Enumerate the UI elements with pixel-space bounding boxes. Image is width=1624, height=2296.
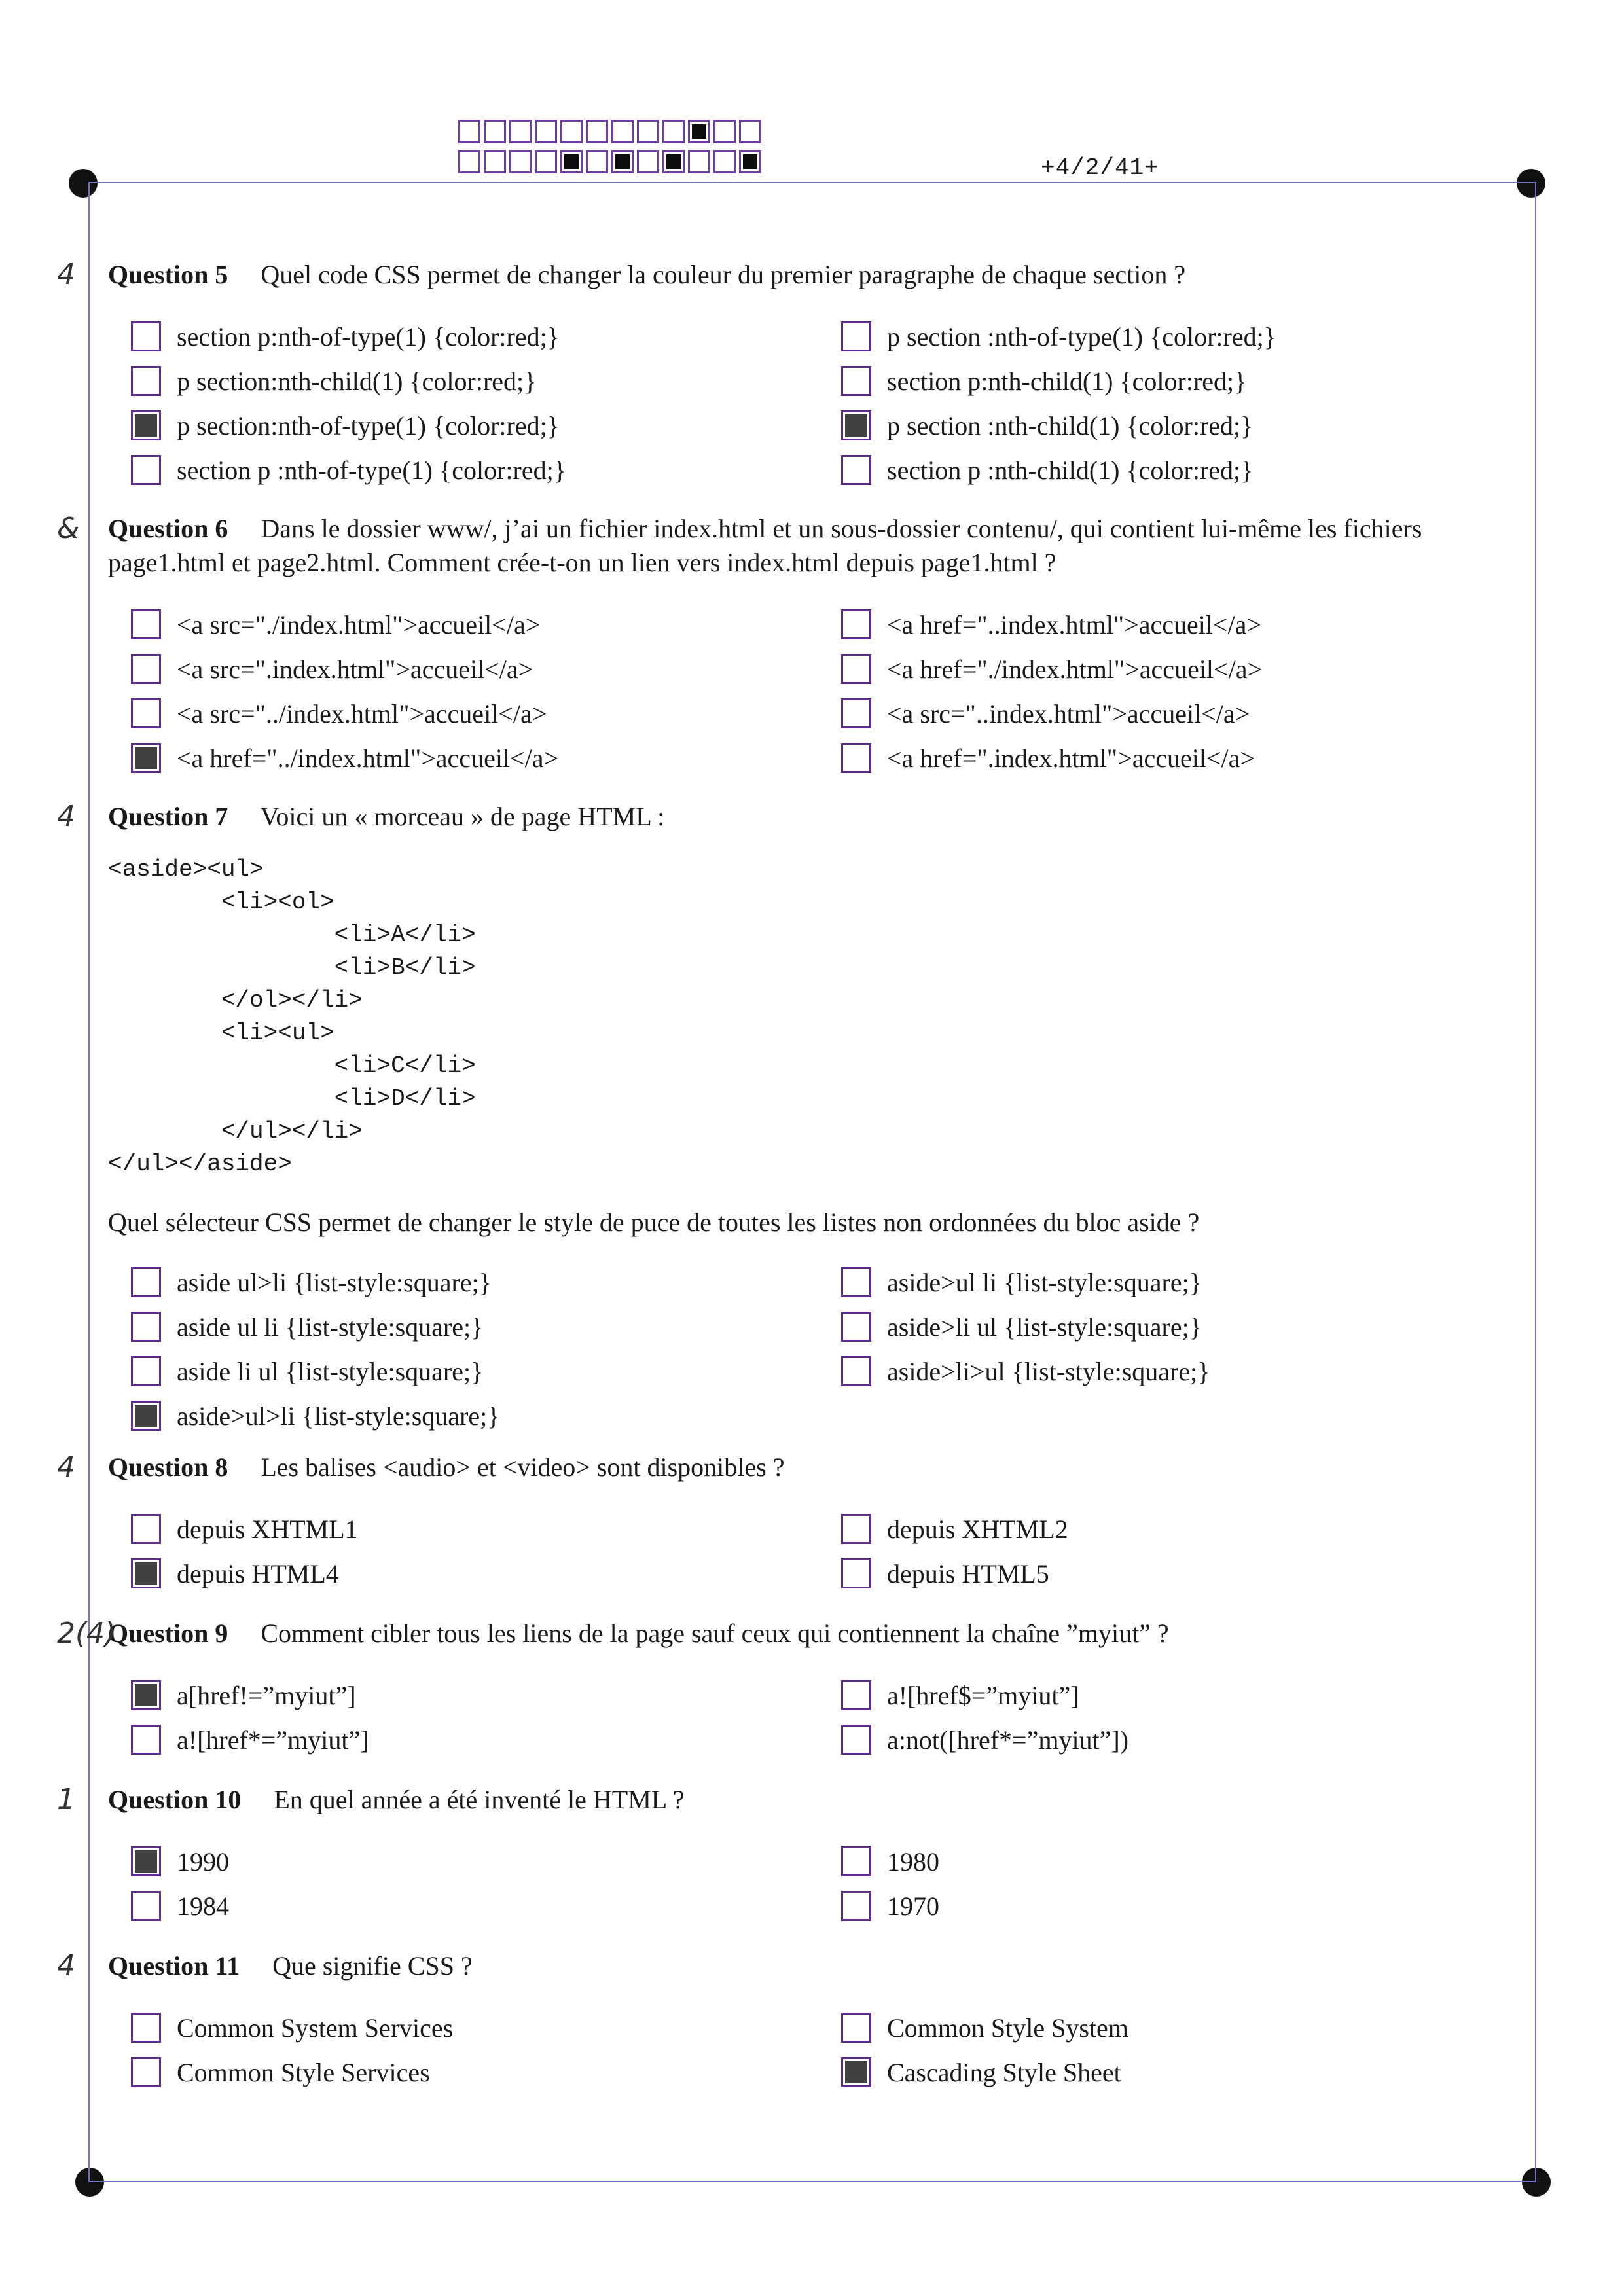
option-label: section p :nth-child(1) {color:red;} [887, 455, 1254, 485]
checkbox[interactable] [131, 455, 161, 485]
checkbox[interactable] [841, 743, 871, 773]
id-grid-fill [615, 154, 630, 169]
option-label: aside ul>li {list-style:square;} [177, 1267, 492, 1297]
option-label: 1970 [887, 1891, 939, 1921]
answer-option [108, 651, 818, 687]
id-grid-cell[interactable] [739, 120, 761, 143]
option-label: aside li ul {list-style:square;} [177, 1356, 484, 1386]
answer-option [108, 1511, 818, 1547]
answer-option [818, 1308, 1528, 1345]
option-label: p section :nth-of-type(1) {color:red;} [887, 321, 1276, 351]
answer-option [108, 363, 818, 399]
checkbox[interactable] [131, 698, 161, 728]
page-code: +4/2/41+ [1041, 154, 1159, 181]
option-label: aside>ul>li {list-style:square;} [177, 1401, 500, 1431]
id-grid-cell[interactable] [484, 150, 506, 173]
option-label: p section :nth-child(1) {color:red;} [887, 410, 1254, 440]
option-label: Common Style Services [177, 2057, 430, 2087]
id-grid-cell[interactable] [509, 120, 532, 143]
option-label: <a src=".index.html">accueil</a> [177, 654, 533, 684]
checkbox[interactable] [841, 1725, 871, 1755]
question-header [108, 258, 1528, 292]
checkbox[interactable] [841, 321, 871, 351]
checked-checkbox[interactable] [131, 1680, 161, 1710]
checkbox[interactable] [131, 1356, 161, 1386]
question-number: Question 11 [108, 1951, 240, 1981]
answer-option [818, 452, 1528, 488]
option-label: depuis XHTML2 [887, 1514, 1068, 1544]
question-header [108, 1450, 1528, 1484]
id-grid-cell[interactable] [560, 120, 583, 143]
checkbox[interactable] [841, 1891, 871, 1921]
id-grid-cell[interactable] [713, 120, 736, 143]
answer-option [818, 363, 1528, 399]
checkbox[interactable] [131, 1514, 161, 1544]
option-label: <a href="./index.html">accueil</a> [887, 654, 1263, 684]
question-header [108, 512, 1528, 580]
option-label: a![href$=”myiut”] [887, 1680, 1079, 1710]
checkbox[interactable] [131, 1312, 161, 1342]
answer-option [108, 2054, 818, 2090]
question-9 [57, 1617, 1528, 1758]
checkbox[interactable] [841, 1312, 871, 1342]
question-text: En quel année a été inventé le HTML ? [274, 1785, 685, 1814]
id-grid-cell[interactable] [458, 150, 480, 173]
student-id-grid [458, 120, 765, 180]
id-grid-fill [666, 154, 681, 169]
id-grid-cell[interactable] [637, 120, 659, 143]
question-text: Quel code CSS permet de changer la couleur du premier paragraphe de chaque section ? [261, 260, 1186, 289]
option-label: aside>li ul {list-style:square;} [887, 1312, 1202, 1342]
question-header [108, 800, 1528, 834]
option-label: <a src="../index.html">accueil</a> [177, 698, 547, 728]
question-number: Question 6 [108, 514, 228, 543]
id-grid-fill [692, 124, 706, 139]
checked-checkbox[interactable] [131, 743, 161, 773]
answer-option [818, 651, 1528, 687]
answer-option [108, 606, 818, 643]
option-label: <a href="../index.html">accueil</a> [177, 743, 559, 773]
checkbox[interactable] [131, 1891, 161, 1921]
answer-option [818, 1555, 1528, 1592]
answer-option [818, 606, 1528, 643]
answer-option [818, 1397, 1528, 1434]
id-grid-cell[interactable] [560, 150, 583, 173]
checked-checkbox[interactable] [841, 410, 871, 440]
checkbox[interactable] [131, 1725, 161, 1755]
option-label: section p:nth-child(1) {color:red;} [887, 366, 1247, 396]
question-header [108, 1949, 1528, 1983]
checkbox[interactable] [131, 609, 161, 639]
checkbox[interactable] [841, 1680, 871, 1710]
option-label: depuis XHTML1 [177, 1514, 358, 1544]
checkbox[interactable] [841, 1356, 871, 1386]
id-grid-cell[interactable] [458, 120, 480, 143]
answer-option [818, 1721, 1528, 1758]
answer-option [108, 1888, 818, 1924]
answer-option [818, 1888, 1528, 1924]
answer-option [108, 1555, 818, 1592]
answer-options [108, 318, 1528, 488]
answer-option [818, 1843, 1528, 1880]
answer-option [108, 695, 818, 732]
answer-options [108, 1677, 1528, 1758]
grader-mark: 4 [57, 1949, 75, 1982]
option-label: <a src="./index.html">accueil</a> [177, 609, 541, 639]
checked-checkbox[interactable] [131, 1558, 161, 1588]
option-label: a:not([href*=”myiut”]) [887, 1725, 1129, 1755]
id-grid-cell[interactable] [688, 150, 710, 173]
checkbox[interactable] [841, 609, 871, 639]
id-grid-cell[interactable] [509, 150, 532, 173]
question-8 [57, 1450, 1528, 1592]
question-10 [57, 1783, 1528, 1924]
answer-option [818, 740, 1528, 776]
answer-option [818, 2054, 1528, 2090]
answer-option [818, 407, 1528, 444]
option-label: 1984 [177, 1891, 229, 1921]
question-number: Question 5 [108, 260, 228, 289]
question-header [108, 1617, 1528, 1651]
question-number: Question 7 [108, 802, 228, 831]
answer-option [818, 1677, 1528, 1713]
answer-options [108, 2009, 1528, 2090]
option-label: depuis HTML4 [177, 1558, 339, 1588]
checkbox[interactable] [131, 654, 161, 684]
answer-option [108, 740, 818, 776]
option-label: <a src="..index.html">accueil</a> [887, 698, 1250, 728]
checkbox[interactable] [131, 321, 161, 351]
option-label: depuis HTML5 [887, 1558, 1049, 1588]
question-7 [57, 800, 1528, 1434]
checkbox[interactable] [131, 2013, 161, 2043]
checkbox[interactable] [841, 698, 871, 728]
grader-mark: 4 [57, 800, 75, 833]
grader-mark: 4 [57, 258, 75, 291]
checked-checkbox[interactable] [131, 1846, 161, 1876]
answer-option [108, 2009, 818, 2046]
option-label: aside>li>ul {list-style:square;} [887, 1356, 1210, 1386]
checkbox[interactable] [131, 2057, 161, 2087]
answer-option [108, 1308, 818, 1345]
question-11 [57, 1949, 1528, 2090]
answer-options [108, 606, 1528, 776]
question-text: Comment cibler tous les liens de la page sauf ceux qui contiennent la chaîne ”myiut” ? [261, 1619, 1169, 1648]
id-grid-cell[interactable] [586, 150, 608, 173]
question-prompt: Quel sélecteur CSS permet de changer le style de puce de toutes les listes non ordonnées du bloc aside ? [108, 1208, 1200, 1237]
question-text: Dans le dossier www/, j’ai un fichier index.html et un sous-dossier contenu/, qui contient lui-même les fichiers page1.html et page2.html. Comment crée-t-on un lien vers index.html depuis page1.html ? [108, 514, 1422, 577]
checkbox[interactable] [841, 1514, 871, 1544]
id-grid-cell[interactable] [484, 120, 506, 143]
checkbox[interactable] [841, 366, 871, 396]
id-grid-cell[interactable] [739, 150, 761, 173]
grader-mark: 4 [57, 1450, 75, 1484]
answer-option [108, 318, 818, 355]
checked-checkbox[interactable] [841, 2057, 871, 2087]
id-grid-cell[interactable] [688, 120, 710, 143]
question-text: Voici un « morceau » de page HTML : [260, 802, 665, 831]
question-text: Que signifie CSS ? [272, 1951, 473, 1981]
id-grid-row-1 [458, 120, 765, 147]
id-grid-cell[interactable] [535, 150, 557, 173]
answer-option [108, 1843, 818, 1880]
option-label: Common System Services [177, 2013, 454, 2043]
option-label: section p:nth-of-type(1) {color:red;} [177, 321, 560, 351]
option-label: section p :nth-of-type(1) {color:red;} [177, 455, 566, 485]
checkbox[interactable] [841, 1558, 871, 1588]
question-number: Question 9 [108, 1619, 228, 1648]
id-grid-cell[interactable] [611, 150, 634, 173]
checkbox[interactable] [131, 1267, 161, 1297]
answer-option [108, 1264, 818, 1300]
answer-option [108, 1397, 818, 1434]
option-label: a![href*=”myiut”] [177, 1725, 369, 1755]
answer-option [818, 1264, 1528, 1300]
checked-checkbox[interactable] [131, 410, 161, 440]
option-label: aside>ul li {list-style:square;} [887, 1267, 1202, 1297]
answer-option [818, 318, 1528, 355]
id-grid-row-2 [458, 150, 765, 177]
html-code-snippet: <aside><ul> <li><ol> <li>A</li> <li>B</li> </ol></li> <li><ul> <li>C</li> <li>D</li> </ul></li> </ul></aside> [108, 856, 476, 1177]
id-grid-cell[interactable] [713, 150, 736, 173]
answer-option [108, 1677, 818, 1713]
checkbox[interactable] [841, 1846, 871, 1876]
question-number: Question 10 [108, 1785, 242, 1814]
answer-option [108, 1353, 818, 1390]
checkbox[interactable] [841, 455, 871, 485]
id-grid-cell[interactable] [535, 120, 557, 143]
question-header [108, 1783, 1528, 1817]
option-label: Cascading Style Sheet [887, 2057, 1121, 2087]
answer-option [108, 407, 818, 444]
id-grid-fill [743, 154, 757, 169]
checkbox[interactable] [841, 654, 871, 684]
option-label: 1990 [177, 1846, 229, 1876]
id-grid-cell[interactable] [662, 150, 685, 173]
checkbox[interactable] [841, 2013, 871, 2043]
option-label: p section:nth-child(1) {color:red;} [177, 366, 537, 396]
checked-checkbox[interactable] [131, 1401, 161, 1431]
option-label: <a href=".index.html">accueil</a> [887, 743, 1255, 773]
option-label: 1980 [887, 1846, 939, 1876]
answer-option [108, 1721, 818, 1758]
checkbox[interactable] [841, 1267, 871, 1297]
answer-option [108, 452, 818, 488]
question-6 [57, 512, 1528, 776]
grader-mark: & [57, 512, 80, 545]
id-grid-fill [564, 154, 579, 169]
option-label: Common Style System [887, 2013, 1128, 2043]
option-label: <a href="..index.html">accueil</a> [887, 609, 1261, 639]
id-grid-cell[interactable] [662, 120, 685, 143]
id-grid-cell[interactable] [611, 120, 634, 143]
question-number: Question 8 [108, 1452, 228, 1482]
question-5 [57, 258, 1528, 488]
answer-options [108, 1843, 1528, 1924]
option-label: aside ul li {list-style:square;} [177, 1312, 484, 1342]
answer-option [818, 1511, 1528, 1547]
grader-mark: 2(4) [57, 1617, 117, 1650]
answer-options [108, 1511, 1528, 1592]
option-label: a[href!=”myiut”] [177, 1680, 356, 1710]
option-label: p section:nth-of-type(1) {color:red;} [177, 410, 560, 440]
answer-option [818, 695, 1528, 732]
question-text: Les balises <audio> et <video> sont disponibles ? [261, 1452, 785, 1482]
checkbox[interactable] [131, 366, 161, 396]
grader-mark: 1 [57, 1783, 75, 1816]
answer-option [818, 2009, 1528, 2046]
answer-options [108, 1264, 1528, 1434]
answer-option [818, 1353, 1528, 1390]
id-grid-cell[interactable] [586, 120, 608, 143]
id-grid-cell[interactable] [637, 150, 659, 173]
